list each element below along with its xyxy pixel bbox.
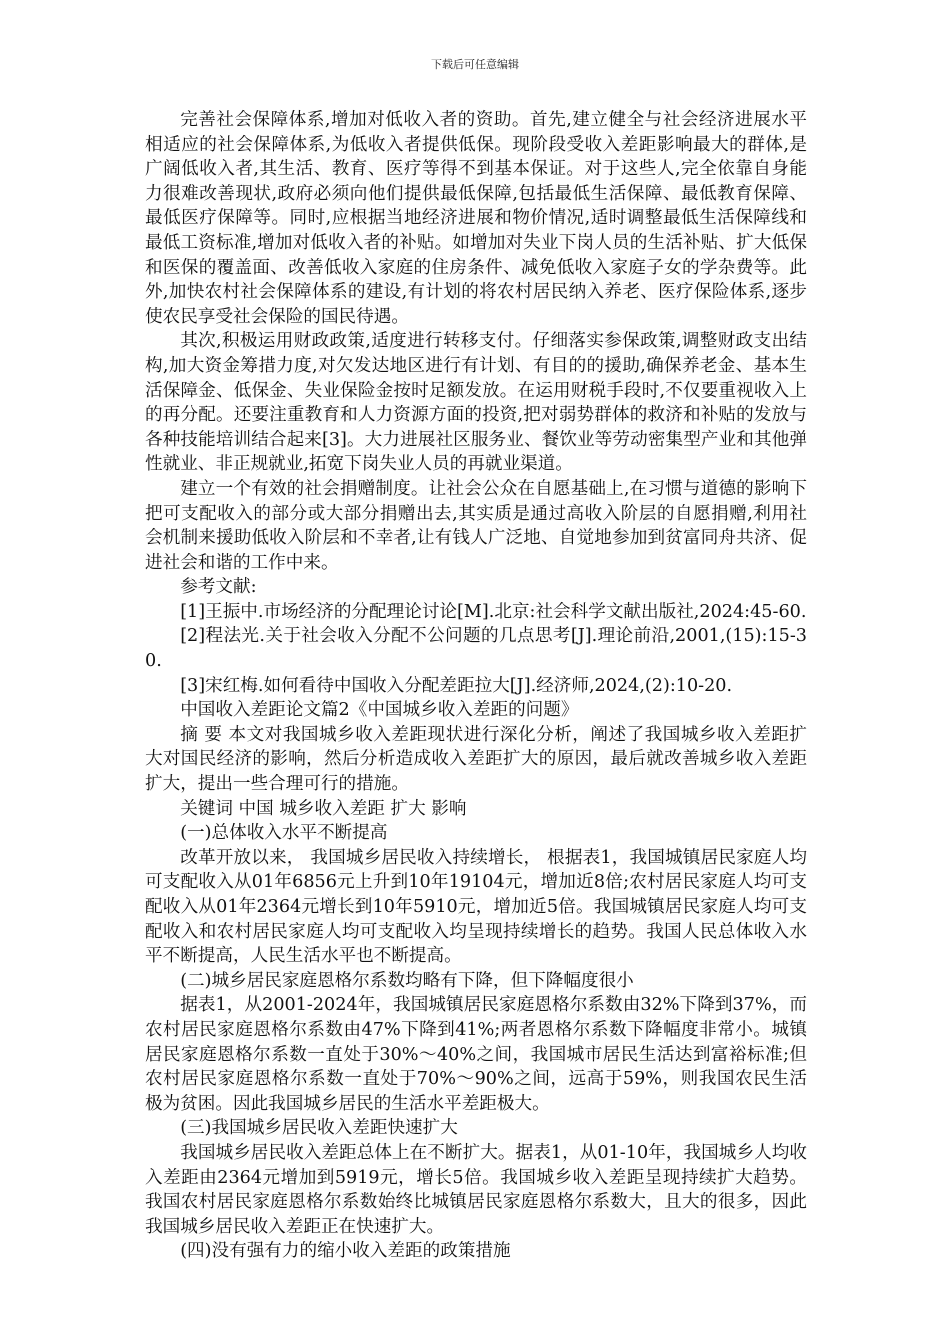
article-2-title: 中国收入差距论文篇2《中国城乡收入差距的问题》 <box>180 700 579 721</box>
abstract: 摘 要 本文对我国城乡收入差距现状进行深化分析，阐述了我国城乡收入差距扩大对国民经济的影响，然后分析造成收入差距扩大的原因，最后就改善城乡收入差距扩大，提出一些合理可行的措施。 <box>145 724 807 795</box>
reference-1: [1]王振中.市场经济的分配理论讨论[M].北京:社会科学文献出版社,2024:45-60. <box>180 601 807 622</box>
keywords: 关键词 中国 城乡收入差距 扩大 影响 <box>180 798 467 819</box>
section-heading-1: (一)总体收入水平不断提高 <box>180 823 388 844</box>
section-heading-3: (三)我国城乡居民收入差距快速扩大 <box>180 1118 458 1139</box>
document-body <box>145 108 807 1264</box>
paragraph-fiscal-policy: 其次,积极运用财政政策,适度进行转移支付。仔细落实参保政策,调整财政支出结构,加大资金筹措力度,对欠发达地区进行有计划、有目的的援助,确保养老金、基本生活保障金、低保金、失业保险金按时足额发放。在运用财税手段时,不仅要重视收入上的再分配。还要注重教育和人力资源方面的投资,把对弱势群体的救济和补贴的发放与各种技能培训结合起来[3]。大力进展社区服务业、餐饮业等劳动密集型产业和其他弹性就业、非正规就业,拓宽下岗失业人员的再就业渠道。 <box>145 331 807 475</box>
paragraph-engel-coefficient: 据表1，从2001-2024年，我国城镇居民家庭恩格尔系数由32%下降到37%，而农村居民家庭恩格尔系数由47%下降到41%;两者恩格尔系数下降幅度非常小。城镇居民家庭恩格尔系数一直处于30%～40%之间，我国城市居民生活达到富裕标准;但农村居民家庭恩格尔系数一直处于70%～90%之间，远高于59%，则我国农民生活极为贫困。因此我国城乡居民的生活水平差距极大。 <box>145 995 807 1114</box>
reference-3: [3]宋红梅.如何看待中国收入分配差距拉大[J].经济师,2024,(2):10-20. <box>180 675 733 696</box>
references-heading: 参考文献: <box>180 577 257 598</box>
reference-2: [2]程法光.关于社会收入分配不公问题的几点思考[J].理论前沿,2001,(15):15-30. <box>145 626 807 672</box>
paragraph-social-security: 完善社会保障体系,增加对低收入者的资助。首先,建立健全与社会经济进展水平相适应的社会保障体系,为低收入者提供低保。现阶段受收入差距影响最大的群体,是广阔低收入者,其生活、教育、医疗等得不到基本保证。对于这些人,完全依靠自身能力很难改善现状,政府必须向他们提供最低保障,包括最低生活保障、最低教育保障、最低医疗保障等。同时,应根据当地经济进展和物价情况,适时调整最低生活保障线和最低工资标准,增加对低收入者的补贴。如增加对失业下岗人员的生活补贴、扩大低保和医保的覆盖面、改善低收入家庭的住房条件、减免低收入家庭子女的学杂费等。此外,加快农村社会保障体系的建设,有计划的将农村居民纳入养老、医疗保险体系,逐步使农民享受社会保险的国民待遇。 <box>145 110 807 327</box>
paragraph-income-growth: 改革开放以来， 我国城乡居民收入持续增长， 根据表1，我国城镇居民家庭人均可支配收入从01年6856元上升到10年19104元，增加近8倍;农村居民家庭人均可支配收入从01年2364元增长到10年5910元，增加近5倍。我国城镇居民家庭人均可支配收入和农村居民家庭人均可支配收入均呈现持续增长的趋势。我国人民总体收入水平不断提高，人民生活水平也不断提高。 <box>145 847 807 967</box>
section-heading-2: (二)城乡居民家庭恩格尔系数均略有下降，但下降幅度很小 <box>180 970 634 991</box>
paragraph-gap-expansion: 我国城乡居民收入差距总体上在不断扩大。据表1，从01-10年，我国城乡人均收入差距由2364元增加到5919元，增长5倍。我国城乡收入差距呈现持续扩大趋势。我国农村居民家庭恩格尔系数始终比城镇居民家庭恩格尔系数大，且大的很多，因此我国城乡居民收入差距正在快速扩大。 <box>145 1142 807 1237</box>
paragraph-donation: 建立一个有效的社会捐赠制度。让社会公众在自愿基础上,在习惯与道德的影响下把可支配收入的部分或大部分捐赠出去,其实质是通过高收入阶层的自愿捐赠,利用社会机制来援助低收入阶层和不幸者,让有钱人广泛地、自觉地参加到贫富同舟共济、促进社会和谐的工作中来。 <box>145 478 807 573</box>
section-heading-4: (四)没有强有力的缩小收入差距的政策措施 <box>180 1241 511 1262</box>
page-header: 下载后可任意编辑 <box>431 58 519 71</box>
